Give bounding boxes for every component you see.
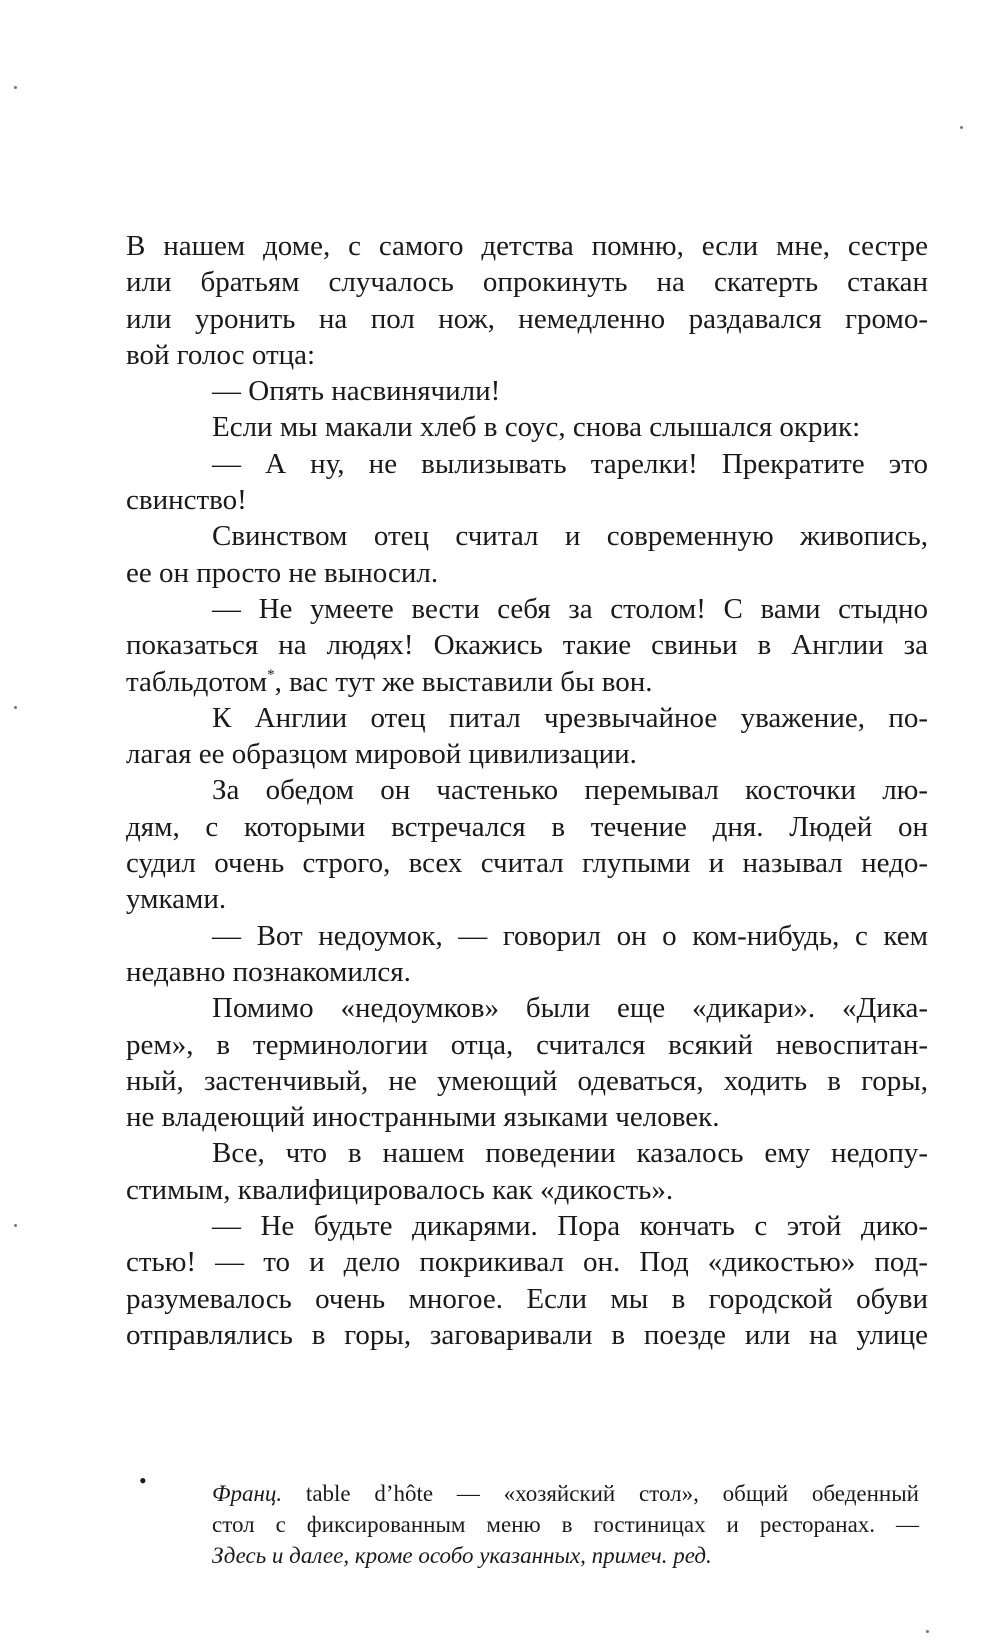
footnote-marker: • bbox=[139, 1468, 147, 1493]
text-line: — Не будьте дикарями. Пора кончать с этой дико- bbox=[212, 1210, 928, 1243]
footnote-line bbox=[212, 1478, 919, 1509]
text-line: недавно познакомился. bbox=[126, 955, 411, 988]
footnote-line: стол с фиксированным меню в гостиницах и ресторанах. — bbox=[212, 1512, 919, 1537]
scan-speck bbox=[14, 1224, 17, 1227]
text-line: В нашем доме, с самого детства помню, если мне, сестре bbox=[126, 230, 928, 262]
text-line: не владеющий иностранными языками человек. bbox=[126, 1101, 720, 1134]
text-line: лагая ее образцом мировой цивилизации. bbox=[126, 738, 637, 771]
text-line: — Не умеете вести себя за столом! С вами стыдно bbox=[212, 592, 928, 625]
text-line: — Вот недоумок, — говорил он о ком-нибудь, с кем bbox=[212, 919, 928, 952]
footnote-reference: * bbox=[267, 666, 275, 683]
text-line: стимым, квалифицировалось как «дикость». bbox=[126, 1173, 674, 1206]
text-line: отправлялись в горы, заговаривали в поезде или на улице bbox=[126, 1318, 928, 1351]
text-fragment: , вас тут же выставили бы вон. bbox=[274, 665, 653, 698]
footnote-language: Франц. bbox=[212, 1481, 283, 1506]
text-line: рем», в терминологии отца, считался всякий невоспитан- bbox=[126, 1028, 928, 1061]
text-line: свинство! bbox=[126, 484, 247, 517]
text-line: судил очень строго, всех считал глупыми и называл недо- bbox=[126, 847, 928, 880]
text-line: ный, застенчивый, не умеющий одеваться, ходить в горы, bbox=[126, 1064, 928, 1097]
text-line: Свинством отец считал и современную живопись, bbox=[212, 520, 928, 553]
text-line: Помимо «недоумков» были еще «дикари». «Дика- bbox=[212, 992, 928, 1025]
text-line: или братьям случалось опрокинуть на скатерть стакан bbox=[126, 266, 928, 299]
text-line: За обедом он частенько перемывал косточки лю- bbox=[212, 774, 928, 807]
text-line: вой голос отца: bbox=[126, 338, 316, 371]
text-fragment: табльдотом bbox=[126, 665, 268, 698]
text-line: Все, что в нашем поведении казалось ему недопу- bbox=[212, 1137, 928, 1170]
footnote bbox=[212, 1478, 919, 1571]
text-line: — А ну, не вылизывать тарелки! Прекратите это bbox=[212, 447, 928, 480]
scan-speck bbox=[926, 1630, 929, 1633]
text-line: умками. bbox=[126, 883, 227, 916]
text-line: разумевалось очень многое. Если мы в городской обуви bbox=[126, 1282, 928, 1315]
text-line: показаться на людях! Окажись такие свиньи в Англии за bbox=[126, 629, 928, 662]
text-line: или уронить на пол нож, немедленно раздавался громо- bbox=[126, 302, 928, 335]
text-line: ее он просто не выносил. bbox=[126, 556, 439, 589]
footnote-line bbox=[212, 1540, 919, 1571]
text-line: дям, с которыми встречался в течение дня. Людей он bbox=[126, 810, 928, 843]
text-line: стью! — то и дело покрикивал он. Под «дикостью» под- bbox=[126, 1246, 928, 1279]
text-line: К Англии отец питал чрезвычайное уважение, по- bbox=[212, 701, 928, 734]
text-line bbox=[126, 664, 928, 700]
main-text bbox=[126, 228, 928, 1353]
scan-speck bbox=[960, 126, 963, 129]
scan-speck bbox=[14, 706, 17, 709]
text-fragment: table d’hôte — «хозяйский стол», общий обеденный bbox=[282, 1481, 919, 1506]
scan-speck bbox=[14, 86, 17, 89]
text-line: — Опять насвинячили! bbox=[212, 375, 501, 408]
text-line: Если мы макали хлеб в соус, снова слышался окрик: bbox=[212, 411, 861, 444]
editor-note: Здесь и далее, кроме особо указанных, примеч. ред. bbox=[212, 1543, 712, 1568]
